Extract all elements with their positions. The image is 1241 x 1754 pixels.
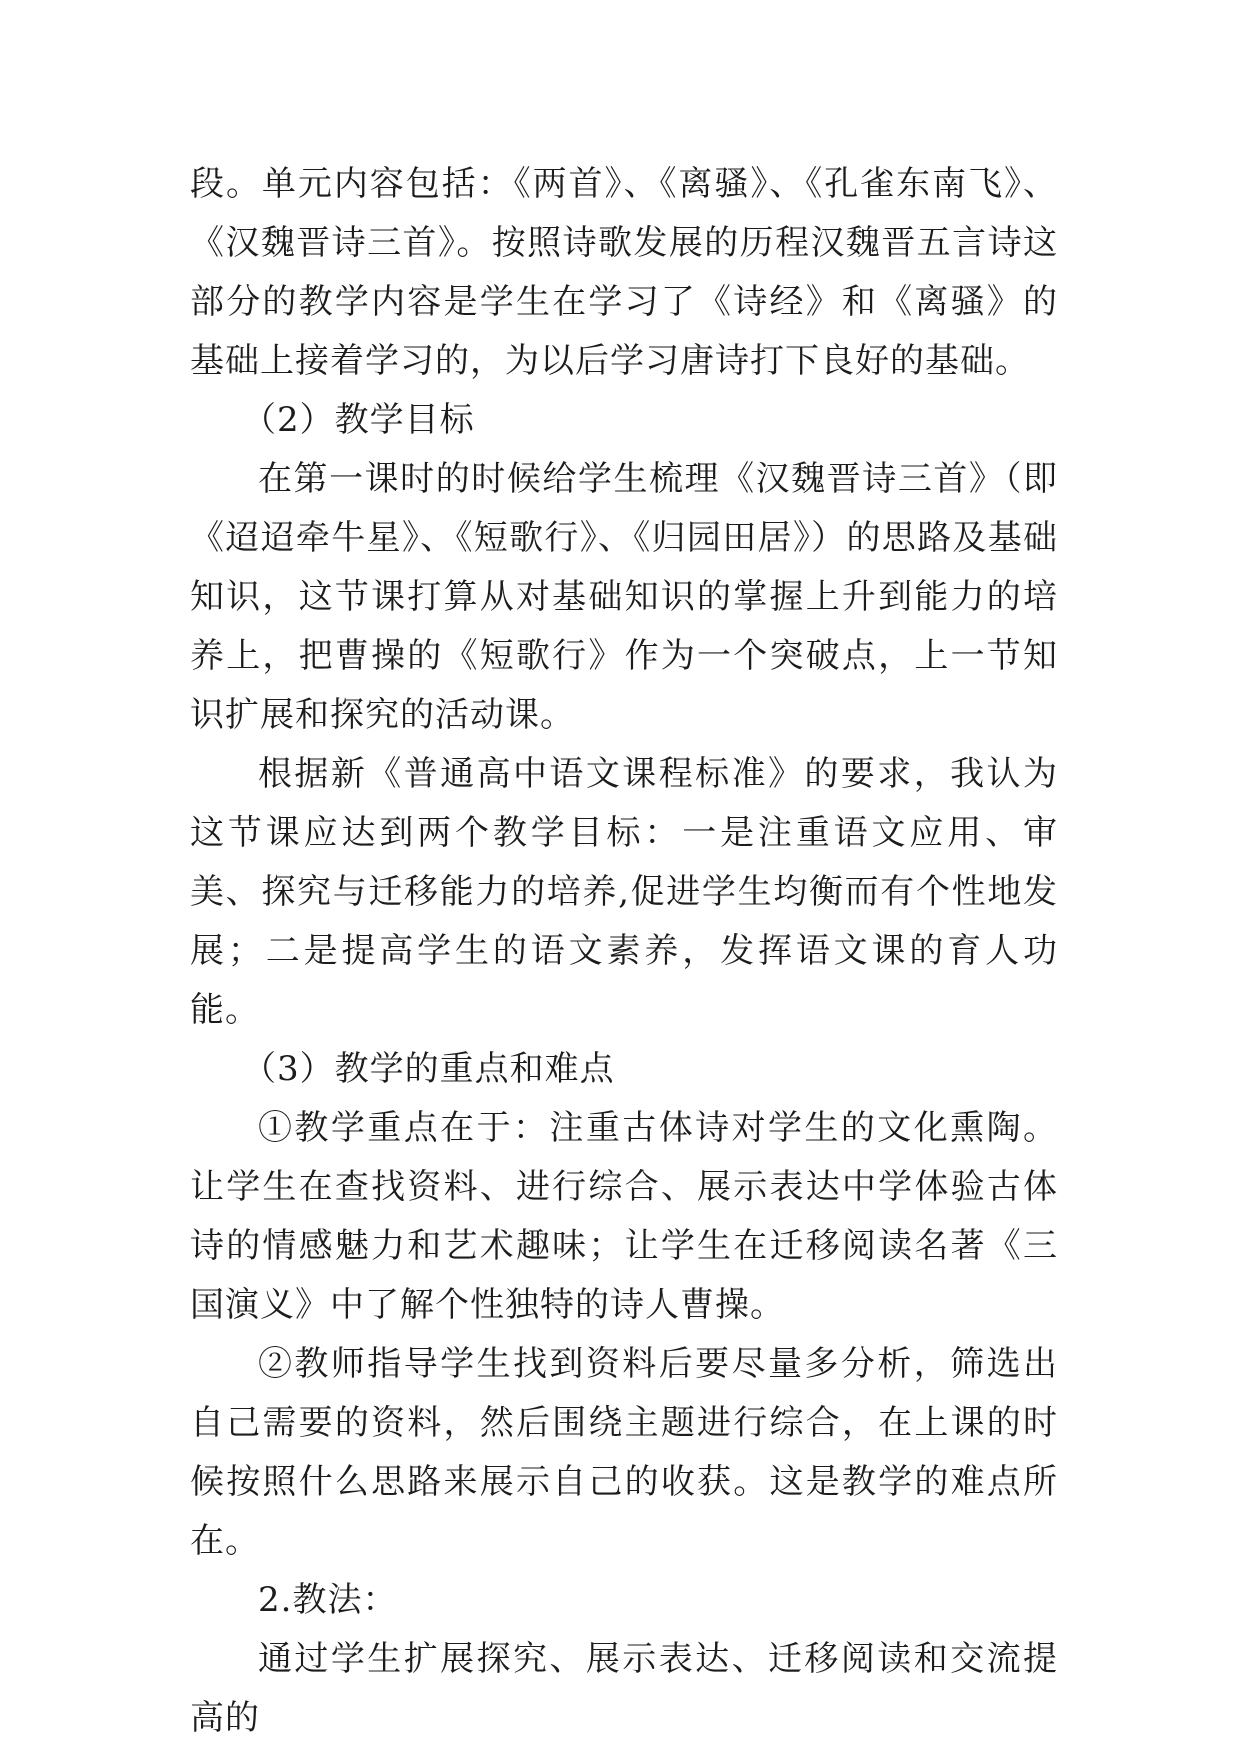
section-heading-teaching-goals: （2）教学目标 [242, 400, 475, 440]
section-heading-key-points: （3）教学的重点和难点 [242, 1049, 615, 1089]
paragraph-first-lesson: 在第一课时的时候给学生梳理《汉魏晋诗三首》（即《迢迢牵牛星》、《短歌行》、《归园田居》）的思路及基础知识，这节课打算从对基础知识的掌握上升到能力的培养上，把曹操的《短歌行》作为一个突破点，上一节知识扩展和探究的活动课。 [190, 459, 1058, 735]
paragraph-curriculum-standard: 根据新《普通高中语文课程标准》的要求，我认为这节课应达到两个教学目标：一是注重语文应用、审美、探究与迁移能力的培养,促进学生均衡而有个性地发展；二是提高学生的语文素养，发挥语文课的育人功能。 [190, 754, 1058, 1030]
section-heading-teaching-method: 2.教法： [258, 1580, 398, 1620]
paragraph-teaching-method: 通过学生扩展探究、展示表达、迁移阅读和交流提高的 [190, 1639, 1058, 1738]
paragraph-continued: 段。单元内容包括：《两首》、《离骚》、《孔雀东南飞》、《汉魏晋诗三首》。按照诗歌发展的历程汉魏晋五言诗这部分的教学内容是学生在学习了《诗经》和《离骚》的基础上接着学习的，为以后学习唐诗打下良好的基础。 [190, 164, 1058, 381]
paragraph-key-point: ①教学重点在于：注重古体诗对学生的文化熏陶。让学生在查找资料、进行综合、展示表达中学体验古体诗的情感魅力和艺术趣味；让学生在迁移阅读名著《三国演义》中了解个性独特的诗人曹操。 [190, 1108, 1058, 1325]
paragraph-difficult-point: ②教师指导学生找到资料后要尽量多分析，筛选出自己需要的资料，然后围绕主题进行综合，在上课的时候按照什么思路来展示自己的收获。这是教学的难点所在。 [190, 1344, 1058, 1561]
document-body [190, 155, 1058, 1748]
